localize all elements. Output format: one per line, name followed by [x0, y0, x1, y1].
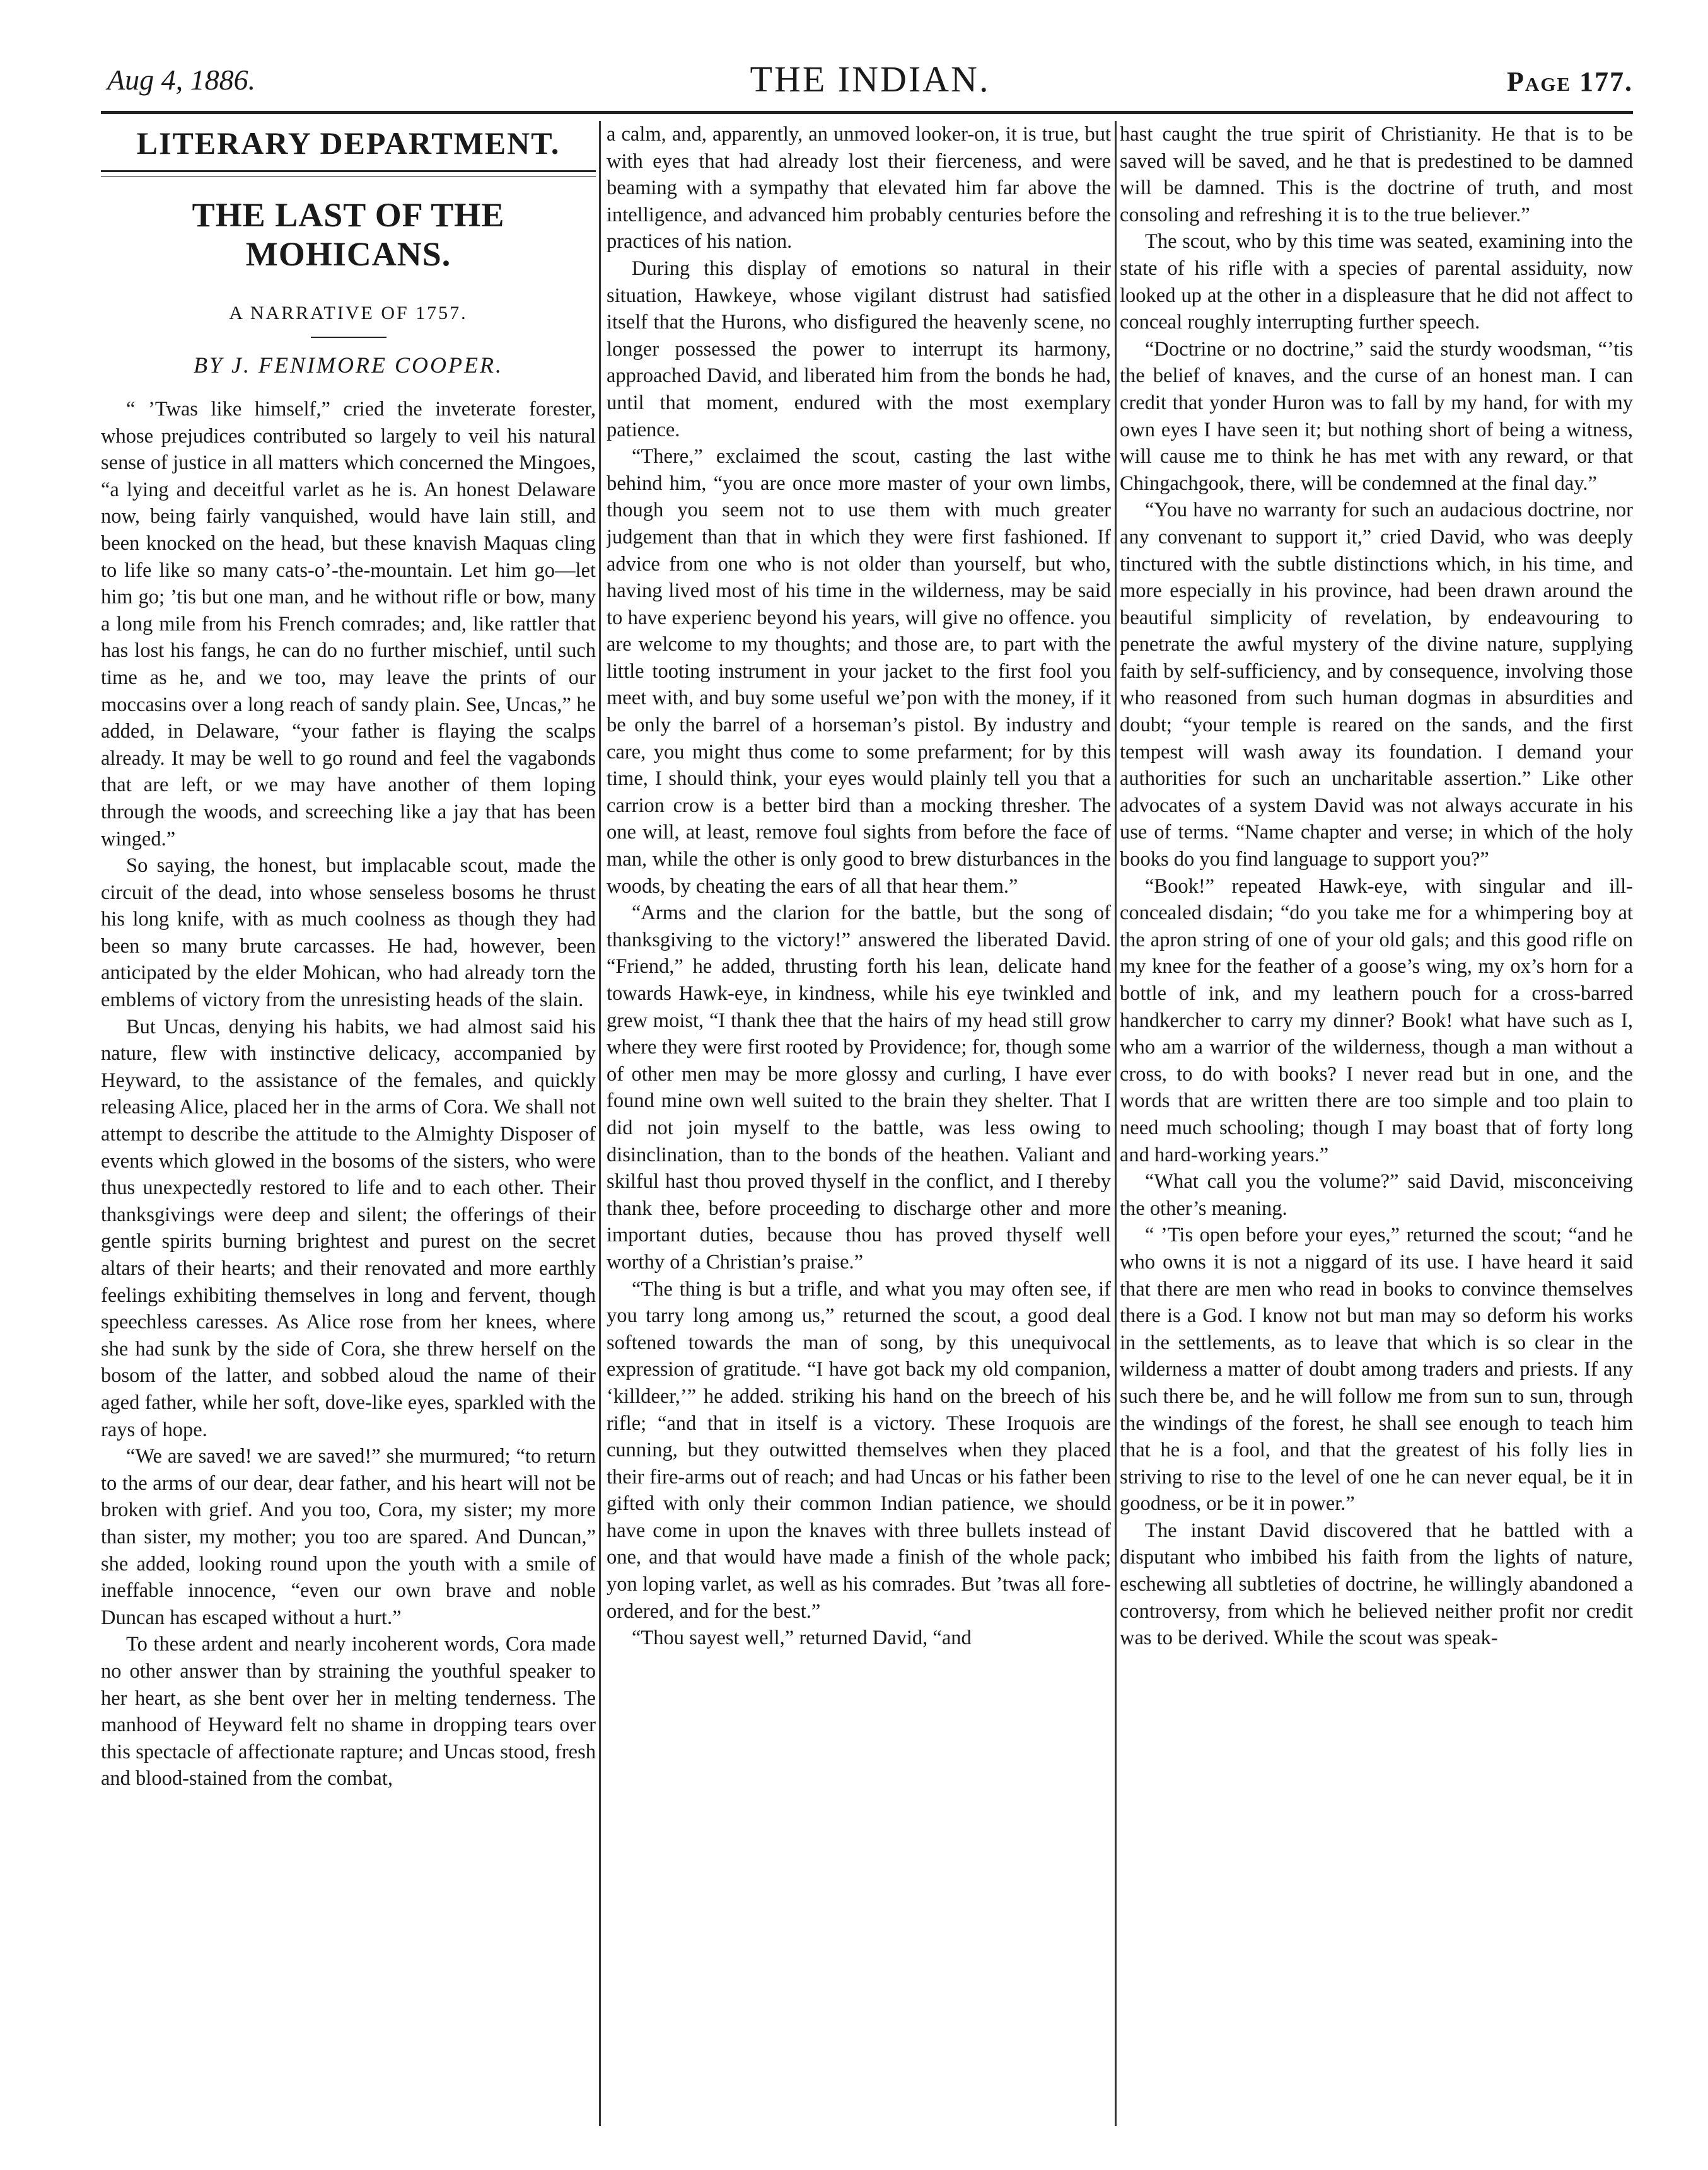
byline-rule: [311, 337, 386, 338]
paragraph: “We are saved! we are saved!” she murmured; “to return to the arms of our dear, dear father, and his heart will not be broken with grief. And you too, Cora, my sister; my more than sister, my mother; you too are spared. And Duncan,” she added, looking round upon the youth with a smile of ineffable innocence, “even our own brave and noble Duncan has escaped without a hurt.”: [101, 1445, 596, 1629]
column-divider: [599, 121, 601, 2126]
paragraph-continued: a calm, and, apparently, an unmoved looker-on, it is true, but with eyes that had already lost their fierceness, and were beaming with a sympathy that elevated him far above the intelligence, and advanced him probably centuries before the practices of his nation.: [607, 123, 1111, 253]
column-3: [1120, 121, 1633, 2126]
story-title: THE LAST OF THE MOHICANS.: [192, 196, 505, 273]
paragraph: “ ’Twas like himself,” cried the inveterate forester, whose prejudices contributed so largely to veil his natural sense of justice in all matters which concerned the Mingoes, “a lying and deceitful varlet as he is. An honest Delaware now, being fairly vanquished, would have lain still, and been knocked on the head, but these knavish Maquas cling to life like so many cats-o’-the-mountain. Let him go—let him go; ’tis but one man, and he without rifle or bow, many a long mile from his French comrades; and, like rattler that has lost his fangs, he can do no further mischief, until such time as he, and we too, may leave the prints of our moccasins over a long reach of sandy plain. See, Uncas,” he added, in Delaware, “your father is flaying the scalps already. It may be well to go round and feel the vagabonds that are left, or we may have another of them loping through the woods, and screeching like a jay that has been winged.”: [101, 398, 596, 850]
department-rule: [101, 170, 596, 177]
paragraph: “You have no warranty for such an audacious doctrine, nor any convenant to support it,” cried David, who was deeply tinctured with the subtle distinctions which, in his time, and more especially in his province, had been drawn around the beautiful simplicity of revelation, by endeavouring to penetrate the awful mystery of the divine nature, supplying faith by self-sufficiency, and by consequence, involving those who reasoned from such human dogmas in absurdities and doubt; “your temple is reared on the sands, and the first tempest will wash away its foundation. I demand your authorities for such an uncharitable assertion.” Like other advocates of a system David was not always accurate in his use of terms. “Name chapter and verse; in which of the holy books do you find language to support you?”: [1120, 499, 1633, 871]
paragraph: So saying, the honest, but implacable scout, made the circuit of the dead, into whose senseless bosoms he thrust his long knife, with as much coolness as though they had been so many brute carcasses. He had, however, been anticipated by the elder Mohican, who had already torn the emblems of victory from the unresisting heads of the slain.: [101, 854, 596, 1012]
paragraph: During this display of emotions so natural in their situation, Hawkeye, whose vigilant distrust had satisfied itself that the Hurons, who disfigured the heavenly scene, no longer possessed the power to interrupt its harmony, approached David, and liberated him from the bonds he had, until that moment, endured with the most exemplary patience.: [607, 257, 1111, 441]
department-heading: LITERARY DEPARTMENT.: [136, 125, 561, 161]
page-header: [107, 59, 1633, 107]
paragraph: “ ’Tis open before your eyes,” returned the scout; “and he who owns it is not a niggard of its use. I have heard it said that there are men who read in books to convince themselves there is a God. I know not but man may so deform his works in the settlements, as to leave that which is so clear in the wilderness a matter of doubt among traders and priests. If any such there be, and he will follow me from sun to sun, through the windings of the forest, he shall see enough to teach him that he is a fool, and that the greatest of his folly lies in striving to rise to the level of one he can never equal, be it in goodness, or be it in power.”: [1120, 1224, 1633, 1516]
story-subtitle: A NARRATIVE OF 1757.: [229, 303, 468, 323]
paragraph: To these ardent and nearly incoherent words, Cora made no other answer than by straining the youthful speaker to her heart, as she bent over her in melting tenderness. The manhood of Heyward felt no shame in dropping tears over this spectacle of affectionate rapture; and Uncas stood, fresh and blood-stained from the combat,: [101, 1633, 596, 1790]
newspaper-title: THE INDIAN.: [750, 59, 991, 100]
column-divider: [1115, 121, 1117, 2126]
paragraph: “There,” exclaimed the scout, casting the last withe behind him, “you are once more master of your own limbs, though you seem not to use them with much greater judgement than that in which they were first fashioned. If advice from one who is not older than yourself, but who, having lived most of his time in the wilderness, may be said to have experienc beyond his years, will give no offence. you are welcome to my thoughts; and those are, to part with the little tooting instrument in your jacket to the first fool you meet with, and buy some useful we’pon with the money, if it be only the barrel of a horseman’s pistol. By industry and care, you might thus come to some prefarment; for by this time, I should think, your eyes would plainly tell you that a carrion crow is a better bird than a mocking thresher. The one will, at least, remove foul sights from before the face of man, while the other is only good to brew disturbances in the woods, by cheating the ears of all that hear them.”: [607, 445, 1111, 898]
paragraph: But Uncas, denying his habits, we had almost said his nature, flew with instinctive delicacy, accompanied by Heyward, to the assistance of the females, and quickly releasing Alice, placed her in the arms of Cora. We shall not attempt to describe the attitude to the Almighty Disposer of events which glowed in the bosoms of the sisters, who were thus unexpectedly restored to life and to each other. Their thanksgivings were deep and silent; the offerings of their gentle spirits burning brightest and purest on the secret altars of their hearts; and their renovated and more earthly feelings exhibiting themselves in long and fervent, though speechless caresses. As Alice rose from her knees, where she had sunk by the side of Cora, she threw herself on the bosom of the latter, and sobbed aloud the name of their aged father, while her soft, dove-like eyes, sparkled with the rays of hope.: [101, 1015, 596, 1441]
column-2: [607, 121, 1111, 2126]
paragraph: “Thou sayest well,” returned David, “and: [632, 1627, 972, 1650]
byline: BY J. FENIMORE COOPER.: [194, 352, 503, 378]
paragraph: “What call you the volume?” said David, misconceiving the other’s meaning.: [1120, 1170, 1633, 1220]
paragraph: The instant David discovered that he battled with a disputant who imbibed his faith from the lights of nature, eschewing all subtleties of doctrine, he willingly abandoned a controversy, from which he believed neither profit nor credit was to be derived. While the scout was speak-: [1120, 1519, 1633, 1650]
header-rule: [101, 111, 1633, 114]
paragraph: “The thing is but a trifle, and what you may often see, if you tarry long among us,” returned the scout, a good deal softened towards the man of song, by this unequivocal expression of gratitude. “I have got back my old companion, ‘killdeer,’” he added. striking his hand on the breech of his rifle; “and that in itself is a victory. These Iroquois are cunning, but they outwitted themselves when they placed their fire-arms out of reach; and had Uncas or his father been gifted with only their common Indian patience, we should have come in upon the knaves with three bullets instead of one, and that would have made a finish of the whole pack; yon loping varlet, as well as his comrades. But ’twas all fore-ordered, and for the best.”: [607, 1277, 1111, 1623]
column-1: [101, 121, 596, 2126]
paragraph: “Book!” repeated Hawk-eye, with singular and ill-concealed disdain; “do you take me for a whimpering boy at the apron string of one of your old gals; and this good rifle on my knee for the feather of a goose’s wing, my ox’s horn for a bottle of ink, and my leathern pouch for a cross-barred handkercher to carry my dinner? Book! what have such as I, who am a warrior of the wilderness, though a man without a cross, to do with books? I never read but in one, and the words that are written there are too simple and too plain to need much schooling; though I may boast that of forty long and hard-working years.”: [1120, 874, 1633, 1166]
page-number: Page 177.: [1506, 66, 1633, 97]
paragraph: “Arms and the clarion for the battle, but the song of thanksgiving to the victory!” answered the liberated David. “Friend,” he added, thrusting forth his lean, delicate hand towards Hawk-eye, in kindness, while his eye twinkled and grew moist, “I thank thee that the hairs of my head still grow where they were first rooted by Providence; for, though some of other men may be more glossy and curling, I have ever found mine own well suited to the brain they shelter. That I did not join myself to the battle, was less owing to disinclination, than to the bonds of the heathen. Valiant and skilful hast thou proved thyself in the conflict, and I thereby thank thee, before proceeding to discharge other and more important duties, because thou has proved thyself well worthy of a Christian’s praise.”: [607, 902, 1111, 1274]
issue-date: Aug 4, 1886.: [107, 64, 256, 96]
paragraph: The scout, who by this time was seated, examining into the state of his rifle with a species of parental assiduity, now looked up at the other in a displeasure that he did not affect to conceal roughly interrupting further speech.: [1120, 230, 1633, 334]
paragraph: “Doctrine or no doctrine,” said the sturdy woodsman, “’tis the belief of knaves, and the curse of an honest man. I can credit that yonder Huron was to fall by my hand, for with my own eyes I have seen it; but nothing short of being a witness, will cause me to think he has met with any reward, or that Chingachgook, there, will be condemned at the final day.”: [1120, 337, 1633, 495]
paragraph-continued: hast caught the true spirit of Christianity. He that is to be saved will be saved, and he that is predestined to be damned will be damned. This is the doctrine of truth, and most consoling and refreshing it is to the true believer.”: [1120, 123, 1633, 226]
